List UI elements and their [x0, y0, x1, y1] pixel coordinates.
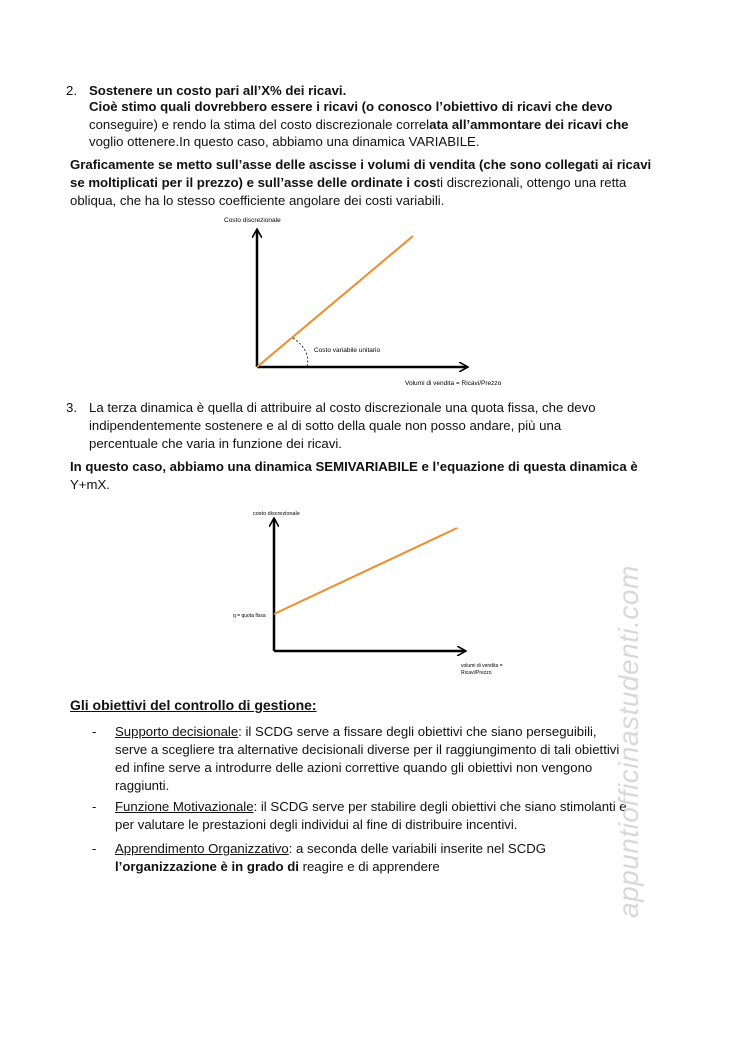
bullet-dash: - [92, 841, 97, 856]
item2-line3: conseguire) e rendo la stima del costo discrezionale correlata all’ammontare dei ricavi che [89, 117, 629, 132]
list-number-2: 2. [66, 83, 77, 98]
angle-arc [293, 338, 308, 367]
bullet-dash: - [92, 799, 97, 814]
list-number-3: 3. [66, 400, 77, 415]
variable-cost-diagram [215, 212, 535, 392]
x-axis-label-2: Ricavi/Prezzo [461, 670, 492, 676]
item2-para2: se moltiplicati per il prezzo) e sull’asse delle ordinate i costi discrezionali, ottengo una retta [70, 175, 627, 190]
item3-line1: La terza dinamica è quella di attribuire al costo discrezionale una quota fissa, che devo [89, 400, 596, 415]
item2-line4: voglio ottenere.In questo caso, abbiamo una dinamica VARIABILE. [89, 134, 480, 149]
item2-para1: Graficamente se metto sull’asse delle ascisse i volumi di vendita (che sono collegati ai ricavi [70, 157, 652, 172]
bullet-dash: - [92, 724, 97, 739]
item2-title: Sostenere un costo pari all’X% dei ricavi. [89, 83, 347, 98]
item2-line2: Cioè stimo quali dovrebbero essere i ricavi (o conosco l’obiettivo di ricavi che devo [89, 99, 613, 114]
x-axis-label-1: volumi di vendita = [461, 663, 503, 669]
x-axis-label: Volumi di vendita = Ricavi/Prezzo [405, 380, 502, 387]
section-heading: Gli obiettivi del controllo di gestione: [70, 697, 317, 713]
watermark: appuntiofficinastudenti.com [613, 565, 644, 918]
y-axis-label: costo discrezionale [253, 511, 300, 517]
item3-line3: percentuale che varia in funzione dei ricavi. [89, 436, 342, 451]
semivariable-cost-line [274, 528, 457, 614]
y-axis-label: Costo discrezionale [224, 217, 281, 224]
item3-para2: Y+mX. [70, 477, 110, 492]
angle-label: Costo variabile unitario [314, 347, 381, 354]
item3-para1: In questo caso, abbiamo una dinamica SEMIVARIABILE e l’equazione di questa dinamica è [70, 459, 638, 474]
objective-supporto-decisionale: Supporto decisionale: il SCDG serve a fissare degli obiettivi che siano perseguibili, serve a scegliere tra alternative decisionali diverse per il raggiungimento di tali obiettivi ed infine serve a introdurre delle azioni correttive quando gli obiettivi non vengono raggiunti. [115, 724, 620, 793]
semivariable-cost-diagram [225, 505, 515, 680]
item2-para3: obliqua, che ha lo stesso coefficiente angolare dei costi variabili. [70, 193, 445, 208]
objective-apprendimento-organizzativo: Apprendimento Organizzativo: a seconda delle variabili inserite nel SCDG l’organizzazione è in grado di reagire e di apprendere [115, 841, 547, 874]
intercept-label: q = quota fissa [233, 613, 266, 619]
objective-funzione-motivazionale: Funzione Motivazionale: il SCDG serve per stabilire degli obiettivi che siano stimolanti e per valutare le prestazioni degli individui al fine di distribuire incentivi. [115, 799, 627, 832]
item3-line2: indipendentemente sostenere e al di sotto della quale non posso andare, più una [89, 418, 562, 433]
